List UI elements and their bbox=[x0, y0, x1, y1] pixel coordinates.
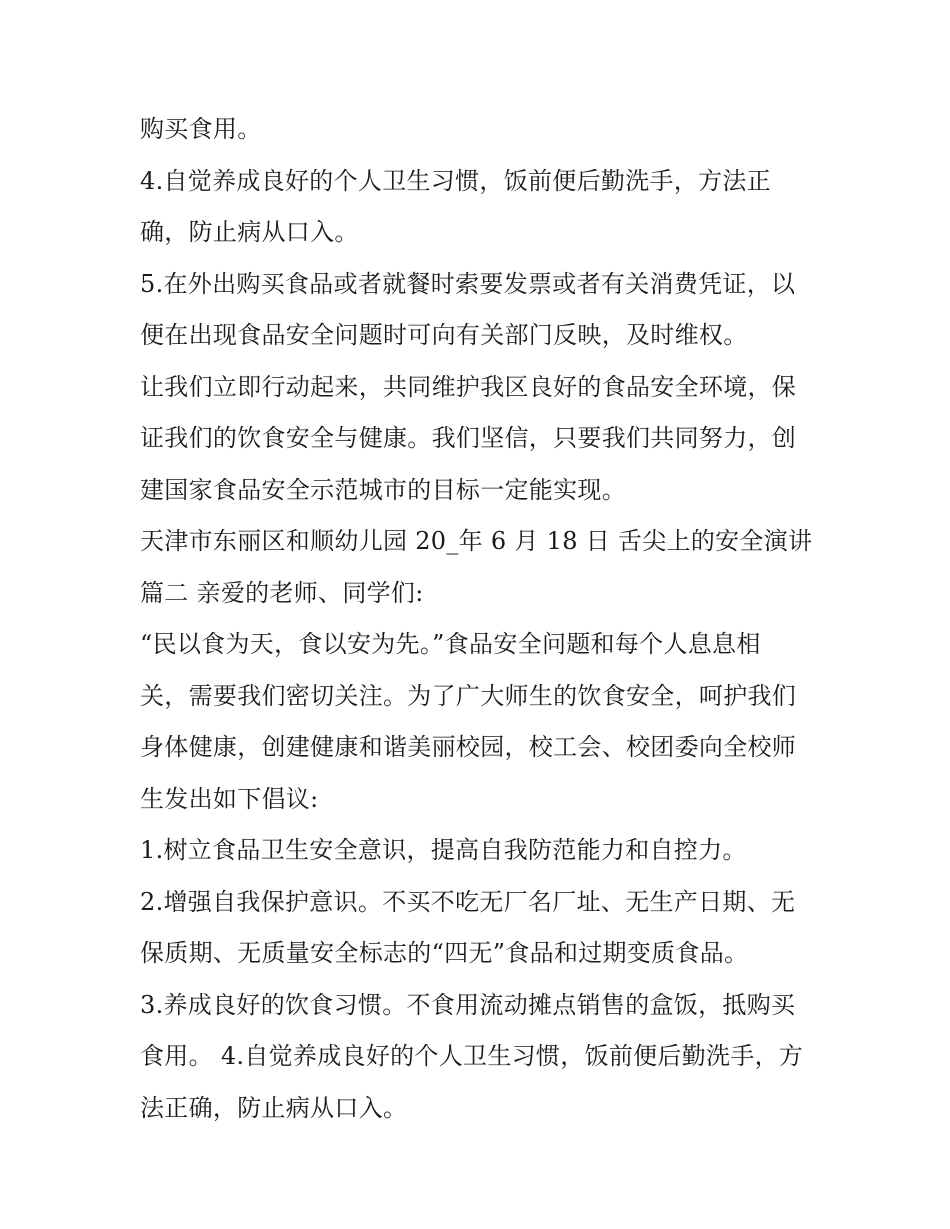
text-line: 2.增强自我保护意识。不买不吃无厂名厂址、无生产日期、无 bbox=[140, 887, 796, 916]
text-line: 关，需要我们密切关注。为了广大师生的饮食安全，呵护我们 bbox=[140, 681, 797, 710]
text-line: 证我们的饮食安全与健康。我们坚信，只要我们共同努力，创 bbox=[140, 424, 797, 452]
text-line: “民以食为天，食以安为先。”食品安全问题和每个人息息相 bbox=[140, 630, 761, 658]
text-line: 4.自觉养成良好的个人卫生习惯，饭前便后勤洗手，方法正 bbox=[140, 166, 771, 195]
text-line: 3.养成良好的饮食习惯。不食用流动摊点销售的盒饭，抵购买 bbox=[140, 990, 796, 1019]
text-line: 身体健康，创建健康和谐美丽校园，校工会、校团委向全校师 bbox=[140, 733, 797, 761]
text-line: 1.树立食品卫生安全意识，提高自我防范能力和自控力。 bbox=[140, 836, 747, 864]
text-line: 建国家食品安全示范城市的目标一定能实现。 bbox=[140, 475, 626, 504]
text-line: 生发出如下倡议: bbox=[140, 784, 319, 813]
text-line: 便在出现食品安全问题时可向有关部门反映，及时维权。 bbox=[140, 321, 748, 349]
text-line: 篇二 亲爱的老师、同学们: bbox=[140, 578, 424, 607]
text-line: 法正确，防止病从口入。 bbox=[140, 1093, 408, 1122]
text-line: 确，防止病从口入。 bbox=[140, 218, 359, 246]
document-body bbox=[140, 104, 830, 1134]
text-line: 购买食用。 bbox=[140, 115, 262, 143]
text-line: 让我们立即行动起来，共同维护我区良好的食品安全环境，保 bbox=[140, 372, 797, 401]
text-line: 5.在外出购买食品或者就餐时索要发票或者有关消费凭证，以 bbox=[140, 269, 796, 298]
text-line: 保质期、无质量安全标志的“四无”食品和过期变质食品。 bbox=[140, 939, 749, 967]
text-line: 食用。 4.自觉养成良好的个人卫生习惯，饭前便后勤洗手，方 bbox=[140, 1042, 804, 1070]
text-line: 天津市东丽区和顺幼儿园 20_年 6 月 18 日 舌尖上的安全演讲 bbox=[140, 527, 813, 555]
